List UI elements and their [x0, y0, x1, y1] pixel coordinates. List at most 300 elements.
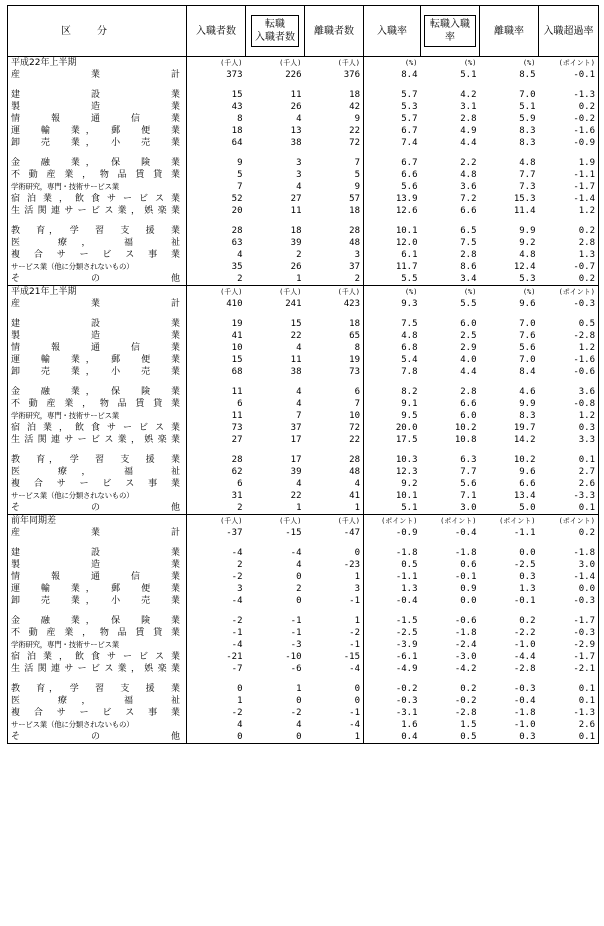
industry-value: 0.0 [460, 596, 477, 606]
spacer-cell [480, 539, 539, 547]
industry-value: -0.7 [539, 261, 599, 273]
industry-value: 8.4 [519, 367, 536, 377]
industry-label: そ の 他 [8, 273, 187, 286]
industry-value: 0.5 [539, 318, 599, 330]
industry-value: 3.4 [460, 274, 477, 284]
spacer-cell [187, 446, 246, 454]
industry-value: 0 [354, 696, 360, 706]
industry-value: 5.7 [364, 89, 421, 101]
industry-value: -21 [226, 652, 243, 662]
industry-value: 4.4 [460, 138, 477, 148]
group-spacer [8, 378, 599, 386]
industry-value: 1.2 [539, 205, 599, 217]
industry-value: 4 [296, 343, 302, 353]
industry-value: 19 [349, 355, 360, 365]
industry-value: 12.4 [513, 262, 536, 272]
industry-value: -1.3 [539, 89, 599, 101]
spacer-cell [364, 149, 421, 157]
industry-value: 6.8 [364, 342, 421, 354]
industry-value: 6 [354, 387, 360, 397]
industry-value: -1.8 [454, 628, 477, 638]
spacer-cell [480, 446, 539, 454]
industry-value: -0.2 [364, 683, 421, 695]
industry-value: -0.1 [513, 596, 536, 606]
industry-value: 15 [231, 90, 243, 100]
industry-value: 9.1 [364, 398, 421, 410]
industry-value: 6.1 [364, 249, 421, 261]
industry-value: 9.5 [364, 410, 421, 422]
industry-value: 0 [296, 596, 302, 606]
industry-value: -1 [349, 596, 360, 606]
industry-value: -1.7 [539, 615, 599, 627]
industry-label: 宿泊業，飲食サービス業 [8, 193, 187, 205]
industry-row [8, 559, 599, 571]
total-value: 0.2 [539, 527, 599, 539]
spacer-cell [8, 310, 187, 318]
industry-value: -6.1 [364, 651, 421, 663]
industry-value: 18 [349, 319, 360, 329]
section-header-row [8, 515, 599, 528]
industry-row [8, 237, 599, 249]
industry-row [8, 249, 599, 261]
header-job-change-hire-rate [421, 6, 480, 57]
spacer-cell [305, 217, 364, 225]
group-spacer [8, 217, 599, 225]
spacer-cell [187, 539, 246, 547]
spacer-cell [8, 217, 187, 225]
industry-value: -3.3 [539, 490, 599, 502]
industry-value: 5.7 [364, 113, 421, 125]
industry-value: 19 [231, 319, 243, 329]
labor-turnover-table [7, 5, 599, 744]
industry-value: -2.8 [539, 330, 599, 342]
total-value: 8.4 [364, 69, 421, 81]
spacer-cell [305, 378, 364, 386]
industry-value: 0.1 [539, 683, 599, 695]
industry-value: 57 [349, 194, 360, 204]
industry-value: 0.1 [539, 454, 599, 466]
spacer-cell [187, 81, 246, 89]
industry-row [8, 651, 599, 663]
spacer-cell [364, 217, 421, 225]
industry-value: 4 [354, 479, 360, 489]
industry-value: 4.0 [460, 355, 477, 365]
total-value: 5.5 [460, 299, 477, 309]
industry-value: 28 [231, 455, 243, 465]
spacer-cell [305, 310, 364, 318]
industry-value: 9.2 [519, 238, 536, 248]
industry-value: 11 [290, 90, 302, 100]
spacer-cell [8, 378, 187, 386]
industry-label: 製 造 業 [8, 101, 187, 113]
industry-value: 5.1 [364, 502, 421, 515]
industry-value: 0 [296, 572, 302, 582]
industry-value: 27 [231, 435, 243, 445]
industry-value: 3 [237, 584, 243, 594]
industry-value: 4 [296, 114, 302, 124]
industry-value: 7 [296, 411, 302, 421]
group-spacer [8, 149, 599, 157]
industry-value: 10.2 [454, 423, 477, 433]
industry-value: 4 [296, 399, 302, 409]
industry-row [8, 113, 599, 125]
industry-label: 生活関連サービス業，娯楽業 [8, 663, 187, 675]
industry-value: 42 [349, 102, 360, 112]
industry-value: 48 [349, 467, 360, 477]
industry-value: 4 [296, 720, 302, 730]
industry-value: 4.8 [460, 170, 477, 180]
industry-value: -2.5 [513, 560, 536, 570]
industry-value: -1.7 [539, 181, 599, 193]
spacer-cell [421, 217, 480, 225]
header-job-change-hires [246, 6, 305, 57]
industry-row [8, 330, 599, 342]
industry-label: 複 合 サ ー ビ ス 事 業 [8, 707, 187, 719]
spacer-cell [305, 446, 364, 454]
industry-value: -1.1 [539, 169, 599, 181]
industry-label: 生活関連サービス業，娯楽業 [8, 434, 187, 446]
spacer-cell [246, 675, 305, 683]
industry-value: 12.6 [364, 205, 421, 217]
industry-value: 7.0 [519, 90, 536, 100]
industry-label: 教 育， 学 習 支 援 業 [8, 454, 187, 466]
unit-label: (%) [480, 57, 539, 70]
industry-value: 4 [237, 250, 243, 260]
industry-value: -1.6 [539, 354, 599, 366]
industry-value: 1.2 [539, 342, 599, 354]
industry-label: 卸 売 業， 小 売 業 [8, 137, 187, 149]
unit-label: (ポイント) [539, 515, 599, 528]
industry-value: -0.4 [513, 696, 536, 706]
industry-value: 1 [296, 684, 302, 694]
industry-value: 9.2 [364, 478, 421, 490]
spacer-cell [480, 217, 539, 225]
industry-value: 41 [349, 491, 360, 501]
total-value: 9.6 [519, 299, 536, 309]
industry-value: 18 [231, 126, 243, 136]
spacer-cell [480, 607, 539, 615]
spacer-cell [8, 675, 187, 683]
industry-value: 52 [231, 194, 243, 204]
industry-row [8, 157, 599, 169]
industry-value: -4 [231, 596, 243, 606]
industry-value: 11 [290, 206, 302, 216]
industry-label: 宿泊業，飲食サービス業 [8, 422, 187, 434]
industry-value: 39 [290, 238, 302, 248]
spacer-cell [305, 607, 364, 615]
industry-label: 製 造 業 [8, 559, 187, 571]
total-value: -0.1 [539, 69, 599, 81]
industry-value: -1.8 [454, 548, 477, 558]
industry-value: 2 [237, 503, 243, 513]
industry-row [8, 707, 599, 719]
industry-value: 13.4 [513, 491, 536, 501]
industry-value: -2.1 [539, 663, 599, 675]
industry-value: 4.8 [519, 158, 536, 168]
industry-label: 情 報 通 信 業 [8, 342, 187, 354]
industry-row [8, 615, 599, 627]
spacer-cell [364, 539, 421, 547]
industry-value: 72 [349, 423, 360, 433]
industry-label: 不動産業，物品賃貸業 [8, 627, 187, 639]
industry-value: 0.2 [539, 273, 599, 286]
industry-label: 建 設 業 [8, 547, 187, 559]
group-spacer [8, 310, 599, 318]
industry-value: 1 [354, 616, 360, 626]
industry-value: 9.6 [519, 467, 536, 477]
spacer-cell [421, 149, 480, 157]
industry-value: 7.1 [460, 491, 477, 501]
industry-label: 建 設 業 [8, 89, 187, 101]
industry-row [8, 366, 599, 378]
industry-value: 73 [231, 423, 243, 433]
industry-row [8, 695, 599, 707]
industry-value: 6.6 [460, 206, 477, 216]
industry-value: 22 [349, 126, 360, 136]
spacer-cell [364, 81, 421, 89]
industry-value: 7.2 [460, 194, 477, 204]
industry-row [8, 205, 599, 217]
industry-label: 教 育， 学 習 支 援 業 [8, 225, 187, 237]
industry-value: 0.2 [519, 616, 536, 626]
industry-value: 11.7 [364, 261, 421, 273]
group-spacer [8, 607, 599, 615]
industry-row [8, 342, 599, 354]
spacer-cell [8, 607, 187, 615]
total-label: 産 業 計 [8, 527, 187, 539]
industry-value: -1.5 [364, 615, 421, 627]
industry-value: 64 [231, 138, 243, 148]
industry-row [8, 639, 599, 651]
industry-row [8, 595, 599, 607]
industry-row [8, 169, 599, 181]
unit-label: (千人) [246, 57, 305, 70]
industry-value: 0.2 [460, 684, 477, 694]
industry-value: 0.3 [519, 572, 536, 582]
total-value: 423 [343, 299, 360, 309]
industry-value: 0 [246, 731, 305, 744]
industry-value: -1 [231, 628, 243, 638]
industry-value: -2.8 [454, 708, 477, 718]
industry-value: 13.9 [364, 193, 421, 205]
industry-value: 3 [296, 158, 302, 168]
industry-value: 5.1 [519, 102, 536, 112]
unit-label: (%) [480, 286, 539, 299]
industry-value: -2 [349, 628, 360, 638]
industry-value: 6.0 [460, 319, 477, 329]
industry-value: 10.1 [364, 490, 421, 502]
industry-value: 9 [237, 158, 243, 168]
industry-value: -10 [285, 652, 302, 662]
header-separations: 離職者数 [305, 6, 364, 57]
industry-value: 0.1 [539, 502, 599, 515]
industry-value: 7.0 [519, 319, 536, 329]
industry-value: 0.9 [460, 584, 477, 594]
industry-value: 7.5 [460, 238, 477, 248]
industry-value: -1.8 [364, 547, 421, 559]
industry-value: -3 [290, 640, 302, 650]
industry-value: 2.8 [460, 387, 477, 397]
total-value: 8.5 [519, 70, 536, 80]
spacer-cell [187, 378, 246, 386]
industry-value: 12.0 [364, 237, 421, 249]
industry-value: -2 [290, 708, 302, 718]
spacer-cell [539, 446, 599, 454]
industry-value: -0.2 [539, 113, 599, 125]
industry-value: 0 [237, 684, 243, 694]
industry-row [8, 731, 599, 744]
spacer-cell [480, 149, 539, 157]
industry-label: 学術研究，専門・技術サービス業 [8, 410, 187, 422]
unit-label: (%) [421, 57, 480, 70]
industry-value: 2.9 [460, 343, 477, 353]
industry-value: 27 [290, 194, 302, 204]
industry-row [8, 261, 599, 273]
unit-label: (ポイント) [364, 515, 421, 528]
unit-label: (千人) [187, 57, 246, 70]
industry-value: -1.6 [539, 125, 599, 137]
industry-row [8, 386, 599, 398]
industry-value: 7.5 [364, 318, 421, 330]
industry-label: 複 合 サ ー ビ ス 事 業 [8, 249, 187, 261]
industry-value: 11 [231, 387, 243, 397]
industry-value: 0.5 [421, 731, 480, 744]
industry-value: 3.0 [539, 559, 599, 571]
industry-value: -0.8 [539, 398, 599, 410]
industry-value: 6.3 [460, 455, 477, 465]
industry-row [8, 273, 599, 286]
industry-value: 5.4 [364, 354, 421, 366]
industry-value: -4 [231, 640, 243, 650]
industry-value: 1.3 [364, 583, 421, 595]
industry-label: 運 輸 業， 郵 便 業 [8, 583, 187, 595]
spacer-cell [305, 149, 364, 157]
industry-value: 7.6 [519, 331, 536, 341]
section-header-row [8, 286, 599, 299]
industry-row [8, 354, 599, 366]
unit-label: (千人) [305, 57, 364, 70]
industry-value: -1.8 [539, 547, 599, 559]
industry-value: 68 [231, 367, 243, 377]
industry-value: 11.4 [513, 206, 536, 216]
industry-value: 12.3 [364, 466, 421, 478]
industry-value: 6.7 [364, 157, 421, 169]
industry-value: 4.8 [519, 250, 536, 260]
industry-value: 0.1 [539, 695, 599, 707]
industry-value: 7.7 [460, 467, 477, 477]
industry-value: -1.7 [539, 651, 599, 663]
industry-value: 3 [296, 170, 302, 180]
spacer-cell [246, 149, 305, 157]
industry-value: 0.0 [519, 548, 536, 558]
total-value: 376 [343, 70, 360, 80]
industry-value: 5.6 [364, 181, 421, 193]
spacer-cell [246, 217, 305, 225]
spacer-cell [8, 446, 187, 454]
industry-label: サービス業（他に分類されないもの） [8, 261, 187, 273]
industry-value: -1.0 [513, 720, 536, 730]
industry-label: サービス業（他に分類されないもの） [8, 490, 187, 502]
spacer-cell [539, 149, 599, 157]
industry-value: 8.3 [519, 411, 536, 421]
spacer-cell [187, 675, 246, 683]
industry-row [8, 663, 599, 675]
spacer-cell [246, 378, 305, 386]
total-row [8, 69, 599, 81]
spacer-cell [364, 607, 421, 615]
industry-value: 35 [231, 262, 243, 272]
industry-value: 18 [349, 90, 360, 100]
industry-value: 6.5 [460, 226, 477, 236]
total-value: -37 [226, 528, 243, 538]
industry-value: 1.3 [539, 249, 599, 261]
industry-value: 28 [349, 226, 360, 236]
industry-value: 17 [290, 435, 302, 445]
industry-value: 3 [354, 250, 360, 260]
industry-value: -1 [290, 616, 302, 626]
spacer-cell [364, 446, 421, 454]
industry-value: 1 [296, 503, 302, 513]
industry-value: -2.2 [513, 628, 536, 638]
industry-row [8, 502, 599, 515]
industry-value: 7.0 [519, 355, 536, 365]
industry-value: -1.1 [364, 571, 421, 583]
spacer-cell [480, 81, 539, 89]
industry-label: 情 報 通 信 業 [8, 113, 187, 125]
industry-value: 10 [349, 411, 360, 421]
industry-row [8, 181, 599, 193]
industry-value: 37 [290, 423, 302, 433]
industry-value: -1.4 [539, 571, 599, 583]
group-spacer [8, 446, 599, 454]
industry-value: 2.6 [539, 719, 599, 731]
industry-row [8, 318, 599, 330]
industry-label: 金 融 業， 保 険 業 [8, 157, 187, 169]
industry-value: 18 [290, 226, 302, 236]
industry-row [8, 89, 599, 101]
industry-value: 9 [354, 114, 360, 124]
industry-value: 7.7 [519, 170, 536, 180]
industry-value: 1 [237, 696, 243, 706]
industry-value: -0.3 [539, 627, 599, 639]
industry-row [8, 490, 599, 502]
total-value: -0.9 [364, 527, 421, 539]
industry-value: -3.9 [364, 639, 421, 651]
industry-value: -2.4 [454, 640, 477, 650]
total-label: 産 業 計 [8, 69, 187, 81]
industry-value: 18 [349, 206, 360, 216]
industry-value: 26 [290, 102, 302, 112]
unit-label: (ポイント) [480, 515, 539, 528]
spacer-cell [305, 539, 364, 547]
industry-value: 11 [290, 355, 302, 365]
industry-value: -1.3 [539, 707, 599, 719]
industry-row [8, 627, 599, 639]
industry-value: -4.4 [513, 652, 536, 662]
industry-value: -1.4 [539, 193, 599, 205]
industry-label: 学術研究，専門・技術サービス業 [8, 181, 187, 193]
industry-value: -1 [349, 640, 360, 650]
industry-row [8, 137, 599, 149]
industry-value: 5 [237, 170, 243, 180]
industry-value: 2.8 [539, 237, 599, 249]
industry-value: -0.1 [454, 572, 477, 582]
industry-value: 7 [354, 158, 360, 168]
industry-value: 9.9 [519, 226, 536, 236]
industry-row [8, 478, 599, 490]
spacer-cell [421, 539, 480, 547]
spacer-cell [539, 607, 599, 615]
